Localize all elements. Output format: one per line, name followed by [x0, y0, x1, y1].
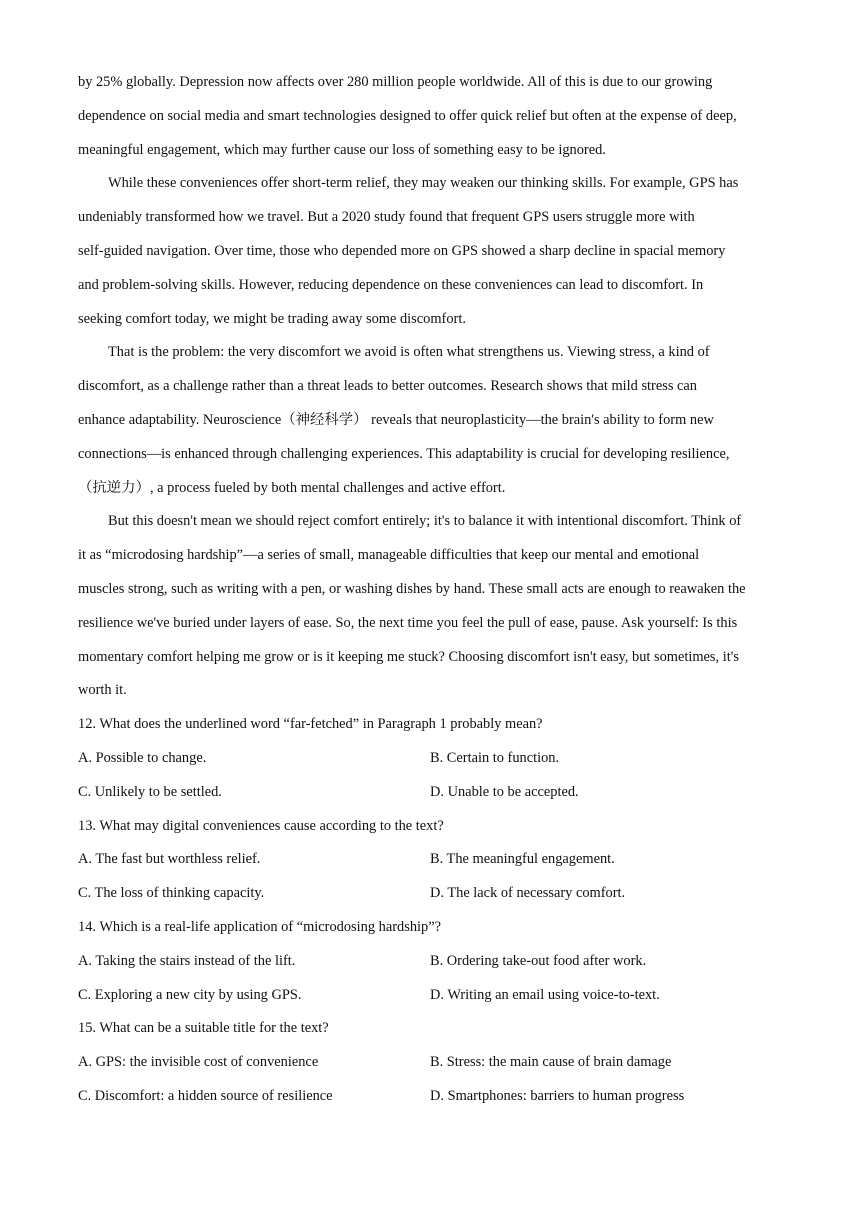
question-15-options-row-1: [78, 1046, 788, 1080]
question-15-options-row-2: [78, 1080, 788, 1114]
question-12-stem: 12. What does the underlined word “far-fetched” in Paragraph 1 probably mean?: [78, 716, 543, 733]
option-a: A. GPS: the invisible cost of convenience: [78, 1054, 319, 1071]
text-line: self-guided navigation. Over time, those who depended more on GPS showed a sharp decline in spacial memory: [78, 242, 726, 259]
text-line: it as “microdosing hardship”—a series of small, manageable difficulties that keep our mental and emotional: [78, 547, 700, 564]
option-c: C. Unlikely to be settled.: [78, 783, 222, 800]
text-line: resilience we've buried under layers of ease. So, the next time you feel the pull of ease, pause. Ask yourself: Is this: [78, 614, 738, 631]
option-a: A. Possible to change.: [78, 749, 207, 766]
text-line: discomfort, as a challenge rather than a threat leads to better outcomes. Research shows that mild stress can: [78, 378, 697, 395]
question-14-stem: 14. Which is a real-life application of “microdosing hardship”?: [78, 918, 441, 935]
option-c: C. Exploring a new city by using GPS.: [78, 986, 302, 1003]
option-b: B. The meaningful engagement.: [430, 851, 615, 868]
question-13-options-row-2: [78, 877, 788, 911]
option-d: D. Smartphones: barriers to human progress: [430, 1087, 685, 1104]
question-12-options-row-2: [78, 776, 788, 810]
text-line: by 25% globally. Depression now affects over 280 million people worldwide. All of this is due to our growing: [78, 74, 713, 90]
paragraph-2: [78, 167, 788, 336]
text-line: While these conveniences offer short-term relief, they may weaken our thinking skills. For example, GPS has: [108, 175, 739, 192]
paragraph-4: [78, 505, 788, 708]
option-d: D. Unable to be accepted.: [430, 783, 579, 800]
paragraph-1: [78, 66, 788, 167]
text-line: That is the problem: the very discomfort we avoid is often what strengthens us. Viewing stress, a kind of: [108, 344, 710, 361]
text-line: enhance adaptability. Neuroscience（神经科学） reveals that neuroplasticity—the brain's ability to form new: [78, 411, 714, 428]
question-13-options-row-1: [78, 843, 788, 877]
question-12-options-row-1: [78, 742, 788, 776]
question-15-stem: 15. What can be a suitable title for the text?: [78, 1020, 329, 1037]
option-d: D. Writing an email using voice-to-text.: [430, 986, 660, 1003]
question-14-options-row-1: [78, 945, 788, 979]
text-line: meaningful engagement, which may further cause our loss of something easy to be ignored.: [78, 141, 606, 158]
option-b: B. Certain to function.: [430, 749, 560, 766]
text-line: （抗逆力）, a process fueled by both mental challenges and active effort.: [78, 479, 506, 496]
text-line: muscles strong, such as writing with a pen, or washing dishes by hand. These small acts are enough to reawaken the: [78, 580, 746, 597]
text-line: and problem-solving skills. However, reducing dependence on these conveniences can lead to discomfort. In: [78, 276, 704, 293]
option-b: B. Ordering take-out food after work.: [430, 952, 647, 969]
text-line: dependence on social media and smart technologies designed to offer quick relief but often at the expense of deep,: [78, 107, 737, 124]
text-line: connections—is enhanced through challenging experiences. This adaptability is crucial for developing resilience,: [78, 445, 730, 462]
text-line: momentary comfort helping me grow or is it keeping me stuck? Choosing discomfort isn't easy, but sometimes, it's: [78, 648, 739, 665]
option-a: A. The fast but worthless relief.: [78, 851, 261, 868]
text-line: But this doesn't mean we should reject comfort entirely; it's to balance it with intentional discomfort. Think of: [108, 513, 742, 530]
text-line: seeking comfort today, we might be trading away some discomfort.: [78, 310, 466, 327]
question-13-stem: 13. What may digital conveniences cause according to the text?: [78, 817, 444, 834]
question-14-options-row-2: [78, 979, 788, 1013]
text-line: undeniably transformed how we travel. But a 2020 study found that frequent GPS users struggle more with: [78, 209, 695, 226]
option-d: D. The lack of necessary comfort.: [430, 885, 626, 902]
option-c: C. The loss of thinking capacity.: [78, 885, 265, 902]
paragraph-3: [78, 336, 788, 505]
option-b: B. Stress: the main cause of brain damage: [430, 1054, 672, 1071]
document-page: [78, 66, 788, 1114]
option-c: C. Discomfort: a hidden source of resilience: [78, 1087, 333, 1104]
text-line: worth it.: [78, 682, 127, 699]
option-a: A. Taking the stairs instead of the lift.: [78, 952, 296, 969]
